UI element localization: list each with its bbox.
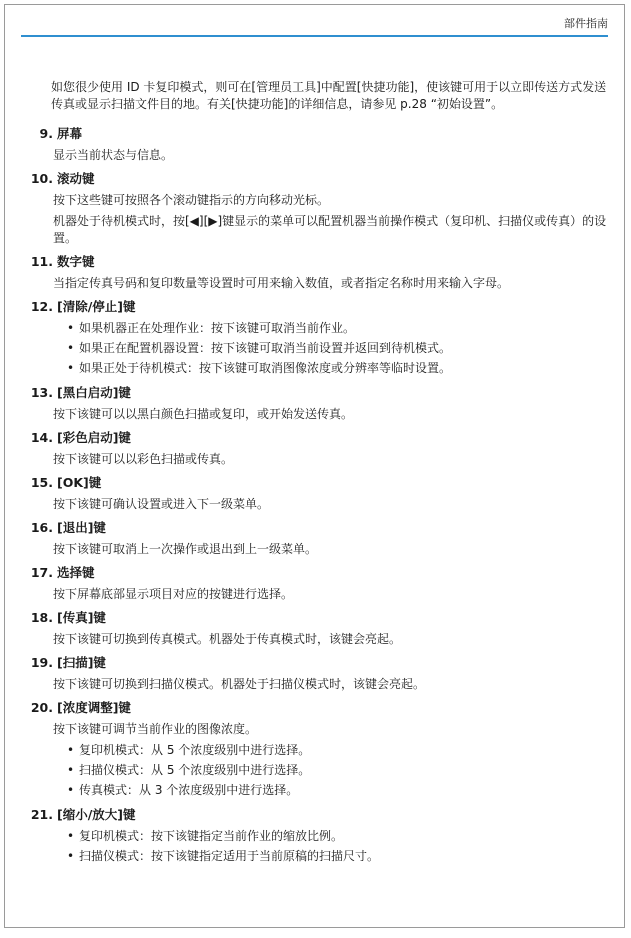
item-title: [清除/停止]键 <box>57 299 136 314</box>
list-item <box>23 609 610 648</box>
item-heading <box>23 253 610 271</box>
list-item <box>23 253 610 292</box>
item-number: 18. <box>30 610 53 625</box>
list-item <box>23 519 610 558</box>
list-item <box>23 474 610 513</box>
item-title: [OK]键 <box>57 475 102 490</box>
bullet-list <box>53 826 610 866</box>
item-number: 11. <box>30 254 53 269</box>
item-title: 滚动键 <box>57 171 95 186</box>
item-description: 按下该键可调节当前作业的图像浓度。 <box>53 722 258 736</box>
item-description: 机器处于待机模式时，按[◀][▶]键显示的菜单可以配置机器当前操作模式（复印机、扫描仪或传真）的设置。 <box>53 214 607 245</box>
item-heading <box>23 699 610 717</box>
item-description: 按下该键可取消上一次操作或退出到上一级菜单。 <box>53 542 318 556</box>
bullet-item: • 传真模式：从 3 个浓度级别中进行选择。 <box>53 780 610 800</box>
item-heading <box>23 125 610 143</box>
item-description: 当指定传真号码和复印数量等设置时可用来输入数值，或者指定名称时用来输入字母。 <box>53 276 510 290</box>
bullet-item: • 扫描仪模式：按下该键指定适用于当前原稿的扫描尺寸。 <box>53 846 610 866</box>
item-heading <box>23 384 610 402</box>
item-number: 17. <box>30 565 53 580</box>
item-title: 屏幕 <box>57 126 83 141</box>
bullet-item: • 复印机模式：从 5 个浓度级别中进行选择。 <box>53 740 610 760</box>
item-number: 15. <box>30 475 53 490</box>
bullet-item: • 如果正处于待机模式：按下该键可取消图像浓度或分辨率等临时设置。 <box>53 358 610 378</box>
list-item <box>23 384 610 423</box>
item-title: [退出]键 <box>57 520 106 535</box>
list-item <box>23 699 610 800</box>
item-number: 10. <box>30 171 53 186</box>
item-title: 数字键 <box>57 254 95 269</box>
bullet-item: • 如果正在配置机器设置：按下该键可取消当前设置并返回到待机模式。 <box>53 338 610 358</box>
list-item <box>23 298 610 378</box>
item-number: 21. <box>30 807 53 822</box>
item-title: [扫描]键 <box>57 655 106 670</box>
item-description: 按下屏幕底部显示项目对应的按键进行选择。 <box>53 587 294 601</box>
list-item <box>23 806 610 866</box>
bullet-item: • 扫描仪模式：从 5 个浓度级别中进行选择。 <box>53 760 610 780</box>
item-list <box>23 125 610 866</box>
document-page <box>4 4 625 928</box>
item-number: 20. <box>30 700 53 715</box>
list-item <box>23 170 610 247</box>
item-heading <box>23 429 610 447</box>
item-number: 9. <box>39 126 53 141</box>
content <box>23 79 610 872</box>
intro-paragraph: 如您很少使用 ID 卡复印模式，则可在[管理员工具]中配置[快捷功能]，使该键可用于以立即传送方式发送传真或显示扫描文件目的地。有关[快捷功能]的详细信息，请参见 p.28 “初始设置”。 <box>51 80 607 111</box>
item-title: [浓度调整]键 <box>57 700 131 715</box>
list-item <box>23 564 610 603</box>
item-heading <box>23 806 610 824</box>
item-number: 13. <box>30 385 53 400</box>
item-description: 按下该键可切换到扫描仪模式。机器处于扫描仪模式时，该键会亮起。 <box>53 677 426 691</box>
item-heading <box>23 519 610 537</box>
item-heading <box>23 609 610 627</box>
item-heading <box>23 298 610 316</box>
item-number: 12. <box>30 299 53 314</box>
item-heading <box>23 474 610 492</box>
item-description: 按下该键可以以彩色扫描或传真。 <box>53 452 234 466</box>
item-description: 按下该键可以以黑白颜色扫描或复印，或开始发送传真。 <box>53 407 354 421</box>
item-title: [彩色启动]键 <box>57 430 131 445</box>
item-heading <box>23 654 610 672</box>
item-heading <box>23 170 610 188</box>
item-title: [黑白启动]键 <box>57 385 131 400</box>
item-description: 显示当前状态与信息。 <box>53 148 174 162</box>
item-title: [缩小/放大]键 <box>57 807 136 822</box>
header-rule <box>21 35 608 37</box>
item-number: 14. <box>30 430 53 445</box>
item-description: 按下该键可切换到传真模式。机器处于传真模式时，该键会亮起。 <box>53 632 402 646</box>
item-number: 19. <box>30 655 53 670</box>
item-description: 按下该键可确认设置或进入下一级菜单。 <box>53 497 270 511</box>
item-description: 按下这些键可按照各个滚动键指示的方向移动光标。 <box>53 193 330 207</box>
item-number: 16. <box>30 520 53 535</box>
item-title: [传真]键 <box>57 610 106 625</box>
list-item <box>23 125 610 164</box>
item-heading <box>23 564 610 582</box>
bullet-item: • 如果机器正在处理作业：按下该键可取消当前作业。 <box>53 318 610 338</box>
bullet-item: • 复印机模式：按下该键指定当前作业的缩放比例。 <box>53 826 610 846</box>
list-item <box>23 654 610 693</box>
list-item <box>23 429 610 468</box>
bullet-list <box>53 318 610 378</box>
header-title: 部件指南 <box>564 17 608 30</box>
item-title: 选择键 <box>57 565 95 580</box>
bullet-list <box>53 740 610 800</box>
